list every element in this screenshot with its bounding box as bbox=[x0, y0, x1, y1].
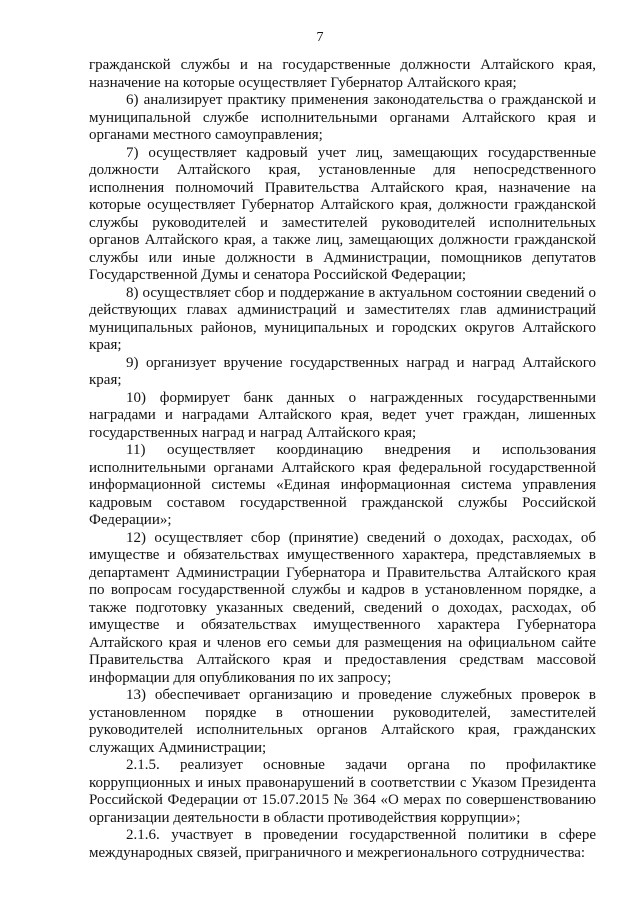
paragraph: 9) организует вручение государственных наград и наград Алтайского края; bbox=[89, 354, 596, 388]
paragraph: 12) осуществляет сбор (принятие) сведений о доходах, расходах, об имуществе и обязательствах имущественного характера, представляемых в департамент Администрации Губернатора и Правительства Алтайского края по вопросам государственной службы и кадров в установленном порядке, а также подготовку указанных сведений, сведений о доходах, расходах, об имуществе и обязательствах имущественного характера Губернатора Алтайского края и членов его семьи для размещения на официальном сайте Правительства Алтайского края и предоставления средствам массовой информации для опубликования по их запросу; bbox=[89, 529, 596, 686]
document-body bbox=[89, 57, 596, 862]
paragraph: 6) анализирует практику применения законодательства о гражданской и муниципальной службе исполнительными органами Алтайского края и органами местного самоуправления; bbox=[89, 92, 596, 143]
paragraph: 7) осуществляет кадровый учет лиц, замещающих государственные должности Алтайского края, установленные для непосредственного исполнения полномочий Правительства Алтайского края, назначение на которые осуществляет Губернатор Алтайского края, должности гражданской службы руководителей и заместителей руководителей исполнительных органов Алтайского края, а также лиц, замещающих должности гражданской службы или иные должности в Администрации, помощников депутатов Государственной Думы и сенатора Российской Федерации; bbox=[89, 144, 596, 283]
page-number: 7 bbox=[316, 30, 324, 45]
paragraph: 2.1.6. участвует в проведении государственной политики в сфере международных связей, приграничного и межрегионального сотрудничества: bbox=[89, 827, 596, 861]
paragraph: 10) формирует банк данных о награжденных государственными наградами и наградами Алтайского края, ведет учет граждан, лишенных государственных наград и наград Алтайского края; bbox=[89, 389, 596, 441]
paragraph: гражданской службы и на государственные должности Алтайского края, назначение на которые осуществляет Губернатор Алтайского края; bbox=[89, 57, 596, 91]
paragraph: 8) осуществляет сбор и поддержание в актуальном состоянии сведений о действующих главах администраций и заместителях глав администраций муниципальных районов, муниципальных и городских округов Алтайского края; bbox=[89, 284, 596, 353]
paragraph: 11) осуществляет координацию внедрения и использования исполнительными органами Алтайского края федеральной государственной информационной системы «Единая информационная система управления кадровым составом государственной гражданской службы Российской Федерации»; bbox=[89, 442, 596, 528]
paragraph: 13) обеспечивает организацию и проведение служебных проверок в установленном порядке в отношении руководителей, заместителей руководителей исполнительных органов Алтайского края, гражданских служащих Администрации; bbox=[89, 687, 596, 756]
paragraph: 2.1.5. реализует основные задачи органа по профилактике коррупционных и иных правонарушений в соответствии с Указом Президента Российской Федерации от 15.07.2015 № 364 «О мерах по совершенствованию организации деятельности в области противодействия коррупции»; bbox=[89, 757, 596, 826]
